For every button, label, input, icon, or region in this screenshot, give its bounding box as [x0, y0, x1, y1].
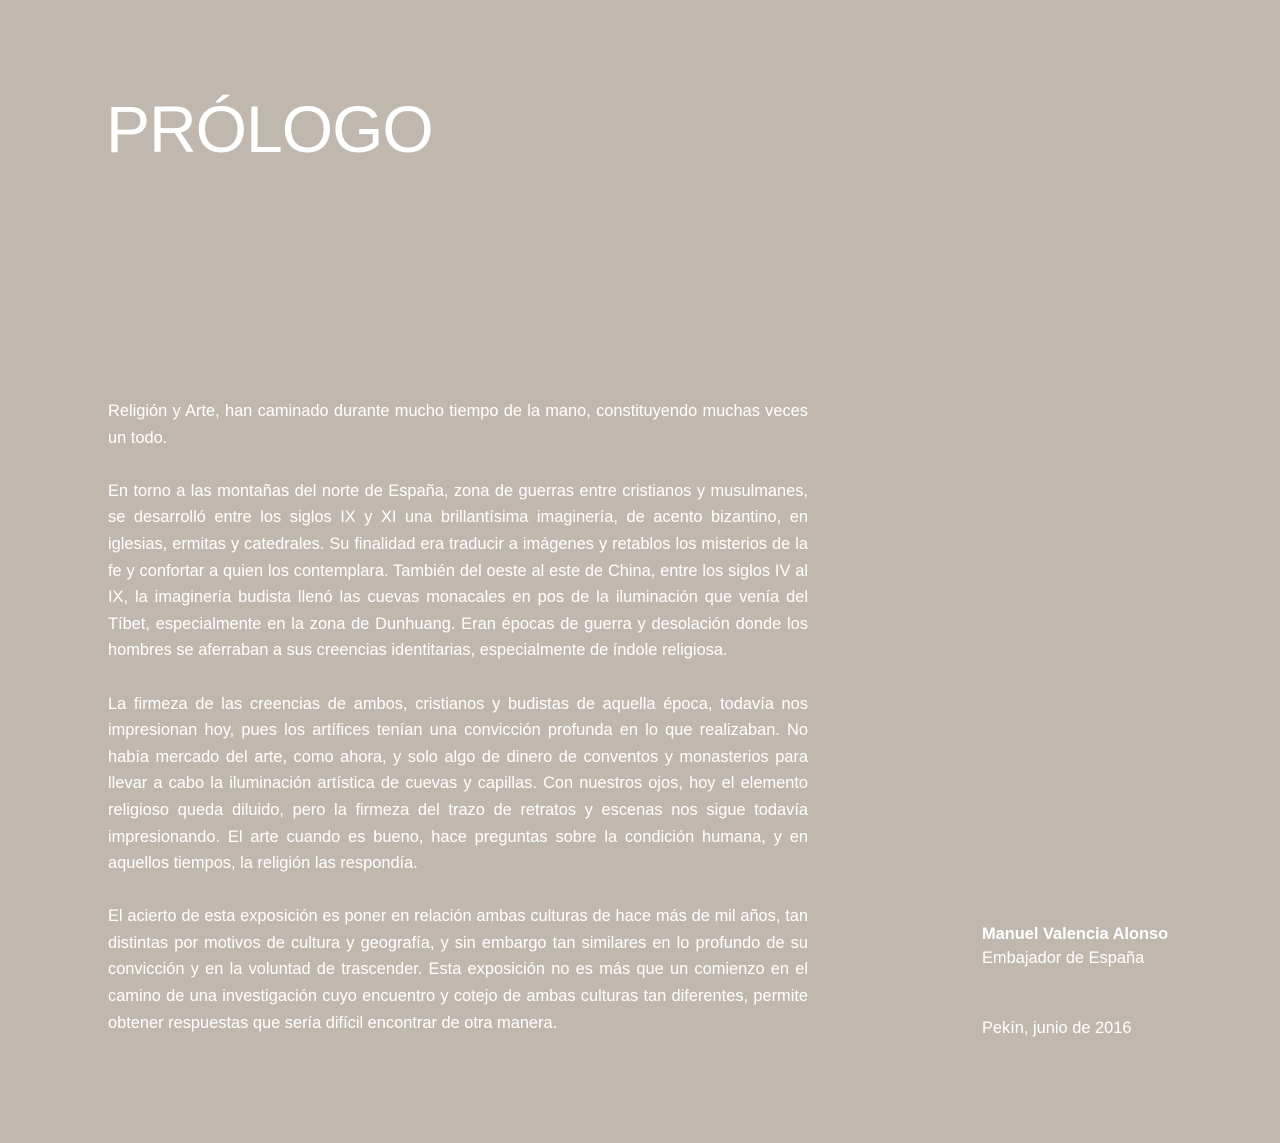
- paragraph-4: El acierto de esta exposición es poner en relación ambas culturas de hace más de mil años, tan distintas por motivos de cultura y geografía, y sin embargo tan similares en lo profundo de su convicción y en la voluntad de trascender. Esta exposición no es más que un comienzo en el camino de una investigación cuyo encuentro y cotejo de ambas culturas tan diferentes, permite obtener respuestas que sería difícil encontrar de otra manera.: [108, 907, 808, 1032]
- paragraph-3: La firmeza de las creencias de ambos, cristianos y budistas de aquella época, todavía nos impresionan hoy, pues los artífices tenían una convicción profunda en lo que realizaban. No había mercado del arte, como ahora, y solo algo de dinero de conventos y monasterios para llevar a cabo la iluminación artística de cuevas y capillas. Con nuestros ojos, hoy el elemento religioso queda diluido, pero la firmeza del trazo de retratos y escenas nos sigue todavía impresionando. El arte cuando es bueno, hace preguntas sobre la condición humana, y en aquellos tiempos, la religión las respondía.: [108, 694, 808, 873]
- signature-role: Embajador de España: [982, 949, 1145, 967]
- body-text: [108, 398, 808, 1063]
- page-title: PRÓLOGO: [106, 92, 433, 166]
- paragraph-2: En torno a las montañas del norte de España, zona de guerras entre cristianos y musulmanes, se desarrolló entre los siglos IX y XI una brillantísima imaginería, de acento bizantino, en iglesias, ermitas y catedrales. Su finalidad era traducir a imágenes y retablos los misterios de la fe y confortar a quien los contemplara. También del oeste al este de China, entre los siglos IV al IX, la imaginería budista llenó las cuevas monacales en pos de la iluminación que venía del Tíbet, especialmente en la zona de Dunhuang. Eran épocas de guerra y desolación donde los hombres se aferraban a sus creencias identitarias, especialmente de índole religiosa.: [108, 481, 808, 660]
- paragraph-1: Religión y Arte, han caminado durante mucho tiempo de la mano, constituyendo muchas veces un todo.: [108, 402, 808, 447]
- place-date: Pekín, junio de 2016: [982, 1019, 1132, 1037]
- signature-block: [982, 922, 1242, 970]
- signature-name: Manuel Valencia Alonso: [982, 925, 1169, 943]
